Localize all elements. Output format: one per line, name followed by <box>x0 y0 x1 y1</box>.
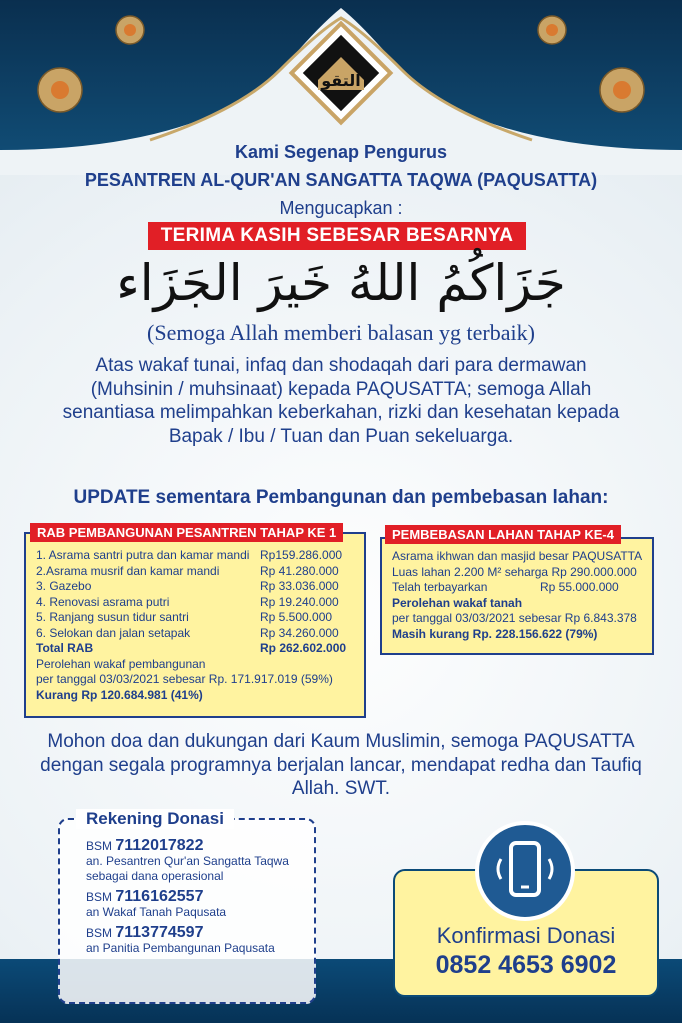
pesantren-logo <box>288 20 394 126</box>
rab-item: 2.Asrama musrif dan kamar mandi Rp 41.280.000 <box>36 563 339 578</box>
header-line1: Kami Segenap Pengurus <box>234 142 448 162</box>
rab-title: RAB PEMBANGUNAN PESANTREN TAHAP KE 1 <box>30 523 343 542</box>
account-number[interactable]: 7116162557 <box>115 888 204 905</box>
intro-paragraph: Atas wakaf tunai, infaq dan shodaqah dari para dermawan (Muhsinin / muhsinaat) kepada PAQUSATTA; semoga Allah senantiasa melimpahkan keberkahan, rizki dan kesehatan kepada Bapak / Ibu / Tuan dan Puan sekeluarga. <box>62 355 620 447</box>
logo-text: التقو <box>321 71 361 90</box>
rab-item: 6. Selokan dan jalan setapak Rp 34.260.000 <box>36 625 339 640</box>
lahan-line2: Luas lahan 2.200 M² seharga Rp 290.000.000 <box>392 564 637 579</box>
account-1: BSM 7112017822 an. Pesantren Qur'an Sangatta Taqwa sebagai dana operasional <box>86 837 289 883</box>
account-2: BSM 7116162557 an Wakaf Tanah Paqusata <box>86 888 227 919</box>
konfirmasi-label: Konfirmasi Donasi <box>436 923 616 948</box>
rab-item: 5. Ranjang susun tidur santri Rp 5.500.000 <box>36 610 333 624</box>
lahan-kurang: Masih kurang Rp. 228.156.622 (79%) <box>392 626 598 641</box>
lahan-perolehan-line: per tanggal 03/03/2021 sebesar Rp 6.843.378 <box>392 611 637 625</box>
rab-kurang: Kurang Rp 120.684.981 (41%) <box>36 687 203 702</box>
arabic-text: جَزَاكُمُ اللهُ خَيرَ الجَزَاء <box>116 254 566 312</box>
thank-you-banner: TERIMA KASIH SEBESAR BESARNYA <box>148 222 526 250</box>
header-line3: Mengucapkan : <box>279 198 403 218</box>
update-heading: UPDATE sementara Pembangunan dan pembebasan lahan: <box>73 487 609 508</box>
rab-item: 1. Asrama santri putra dan kamar mandi Rp159.286.000 <box>36 548 343 562</box>
rab-perolehan-1: Perolehan wakaf pembangunan <box>36 656 206 671</box>
lahan-title: PEMBEBASAN LAHAN TAHAP KE-4 <box>385 525 621 544</box>
lahan-telah: Telah terbayarkan Rp 55.000.000 <box>392 580 619 594</box>
rekening-box <box>58 818 316 1004</box>
account-number[interactable]: 7112017822 <box>115 837 204 854</box>
rab-box <box>24 532 366 718</box>
lahan-perolehan-label: Perolehan wakaf tanah <box>392 595 523 610</box>
rab-item: 4. Renovasi asrama putri Rp 19.240.000 <box>36 594 339 609</box>
account-3: BSM 7113774597 an Panitia Pembangunan Paqusata <box>86 924 275 955</box>
account-number[interactable]: 7113774597 <box>115 924 204 941</box>
rab-perolehan-2: per tanggal 03/03/2021 sebesar Rp. 171.917.019 (59%) <box>36 672 333 686</box>
rab-total: Total RAB Rp 262.602.000 <box>36 641 347 655</box>
translation-text: (Semoga Allah memberi balasan yg terbaik) <box>147 320 535 345</box>
lahan-box <box>380 537 654 655</box>
rekening-title: Rekening Donasi <box>76 809 234 829</box>
closing-paragraph: Mohon doa dan dukungan dari Kaum Muslimin, semoga PAQUSATTA dengan segala programnya berjalan lancar, mendapat redha dan Taufiq Allah. SWT. <box>40 731 642 799</box>
phone-icon <box>475 821 575 921</box>
konfirmasi-phone[interactable]: 0852 4653 6902 <box>435 951 617 979</box>
header-line2: PESANTREN AL-QUR'AN SANGATTA TAQWA (PAQUSATTA) <box>84 170 598 190</box>
lahan-line1: Asrama ikhwan dan masjid besar PAQUSATTA <box>392 549 643 563</box>
rab-item: 3. Gazebo Rp 33.036.000 <box>36 579 339 593</box>
